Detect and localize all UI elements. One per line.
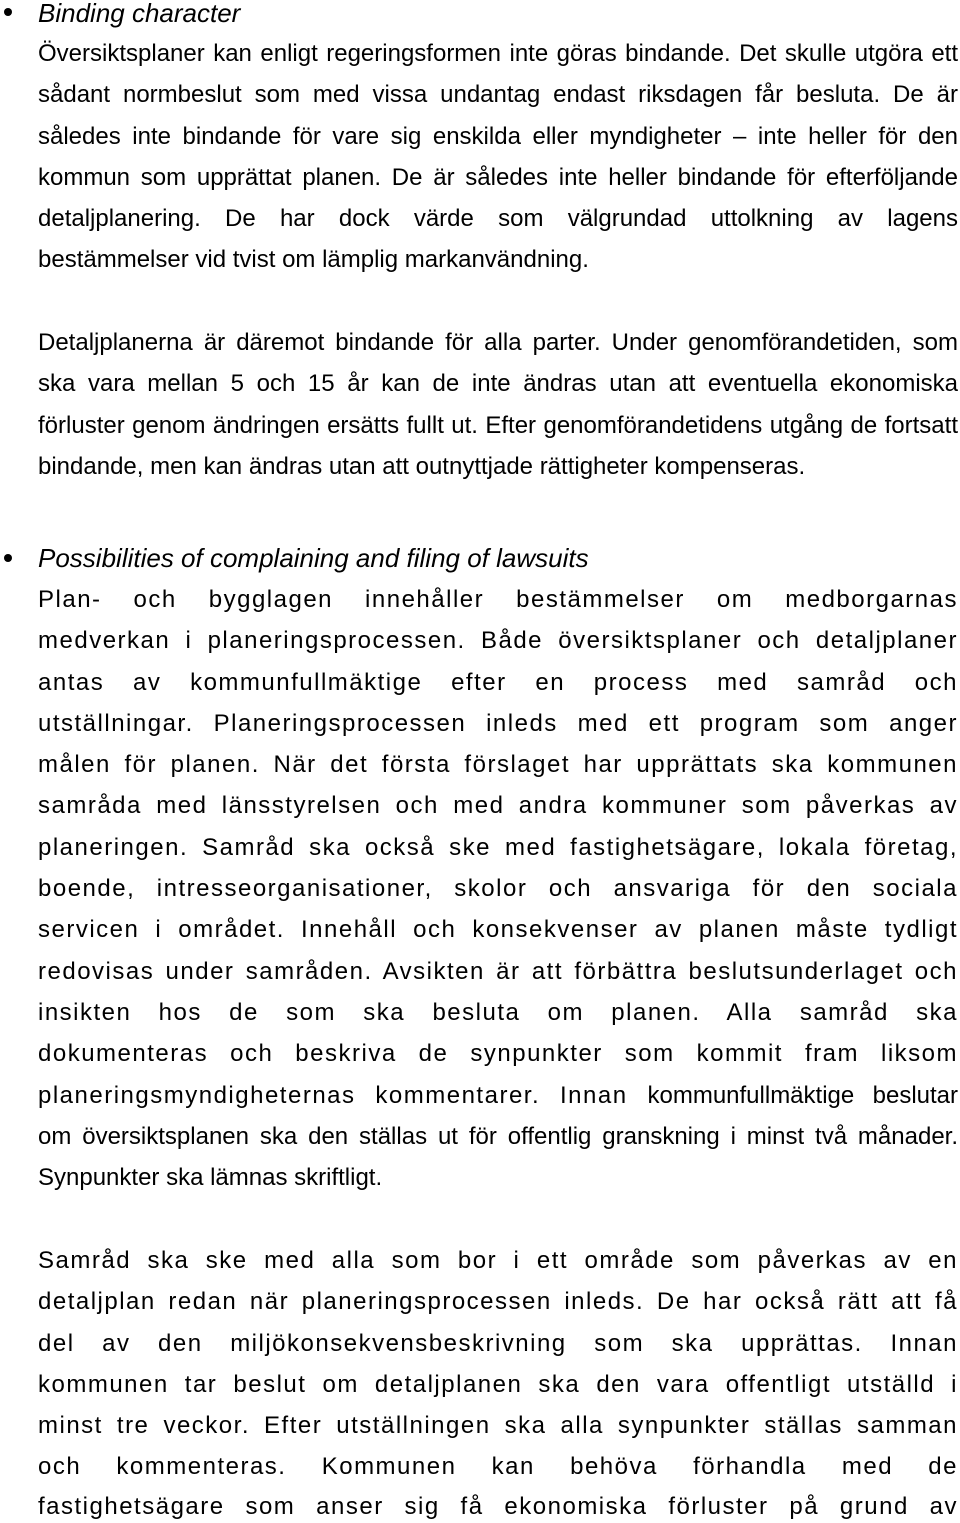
paragraph [38, 33, 958, 281]
text-line [38, 1075, 958, 1116]
text-span: planeringsmyndigheternas kommentarer. Innan [38, 1081, 628, 1109]
text-line: fastighetsägare som anser sig få ekonomiska förluster på grund av [38, 1492, 958, 1520]
text-line: Översiktsplaner kan enligt regeringsformen inte göras bindande. Det skulle utgöra ett [38, 40, 958, 67]
text-line: detaljplanering. De har dock värde som välgrundad uttolkning av lagens [38, 205, 958, 233]
text-line: servicen i området. Innehåll och konsekvenser av planen måste tydligt [38, 916, 958, 944]
text-line: Samråd ska ske med alla som bor i ett område som påverkas av en [38, 1247, 958, 1274]
paragraph [38, 1240, 958, 1521]
text-line: ska vara mellan 5 och 15 år kan de inte ändras utan att eventuella ekonomiska [38, 370, 958, 398]
text-line: således inte bindande för vare sig enskilda eller myndigheter – inte heller för den [38, 122, 958, 150]
text-line: boende, intresseorganisationer, skolor och ansvariga för den sociala [38, 875, 958, 903]
text-line: förluster genom ändringen ersätts fullt ut. Efter genomförandetidens utgång de fortsatt [38, 411, 958, 439]
text-line: insikten hos de som ska besluta om planen. Alla samråd ska [38, 998, 958, 1026]
text-line: del av den miljökonsekvensbeskrivning som ska upprättas. Innan [38, 1329, 958, 1357]
section-heading: Binding character [38, 0, 241, 28]
text-line: utställningar. Planeringsprocessen inleds med ett program som anger [38, 709, 958, 737]
text-line: dokumenteras och beskriva de synpunkter som kommit fram liksom [38, 1040, 958, 1068]
text-line: detaljplan redan när planeringsprocessen inleds. De har också rätt att få [38, 1288, 958, 1316]
bullet-icon [4, 8, 12, 16]
text-line: om översiktsplanen ska den ställas ut för offentlig granskning i minst två månader. [38, 1122, 958, 1150]
text-line: redovisas under samråden. Avsikten är att förbättra beslutsunderlaget och [38, 957, 958, 985]
section-heading: Possibilities of complaining and filing of lawsuits [38, 543, 589, 573]
text-line: antas av kommunfullmäktige efter en process med samråd och [38, 668, 958, 696]
bullet-icon [4, 554, 12, 562]
text-span: kommunfullmäktige beslutar [647, 1081, 959, 1109]
paragraph [38, 579, 958, 1198]
text-line: Plan- och bygglagen innehåller bestämmelser om medborgarnas [38, 586, 958, 613]
text-line: bindande, men kan ändras utan att outnyttjade rättigheter kompenseras. [38, 452, 806, 480]
text-line: medverkan i planeringsprocessen. Både översiktsplaner och detaljplaner [38, 627, 958, 655]
text-line: Detaljplanerna är däremot bindande för alla parter. Under genomförandetiden, som [38, 329, 958, 356]
text-line: minst tre veckor. Efter utställningen ska alla synpunkter ställas samman [38, 1412, 958, 1440]
text-line: kommunen tar beslut om detaljplanen ska den vara offentligt utställd i [38, 1370, 958, 1398]
text-line: och kommenteras. Kommunen kan behöva förhandla med de [38, 1453, 958, 1481]
text-line: målen för planen. När det första förslaget har upprättats ska kommunen [38, 751, 958, 779]
text-line: bestämmelser vid tvist om lämplig markanvändning. [38, 246, 589, 274]
text-line: Synpunkter ska lämnas skriftligt. [38, 1164, 383, 1192]
text-line: samråda med länsstyrelsen och med andra kommuner som påverkas av [38, 792, 958, 820]
paragraph [38, 322, 958, 487]
text-line: planeringen. Samråd ska också ske med fastighetsägare, lokala företag, [38, 833, 958, 861]
text-line: sådant normbeslut som med vissa undantag endast riksdagen får besluta. De är [38, 81, 958, 109]
text-line: kommun som upprättat planen. De är således inte heller bindande för efterföljande [38, 163, 958, 191]
